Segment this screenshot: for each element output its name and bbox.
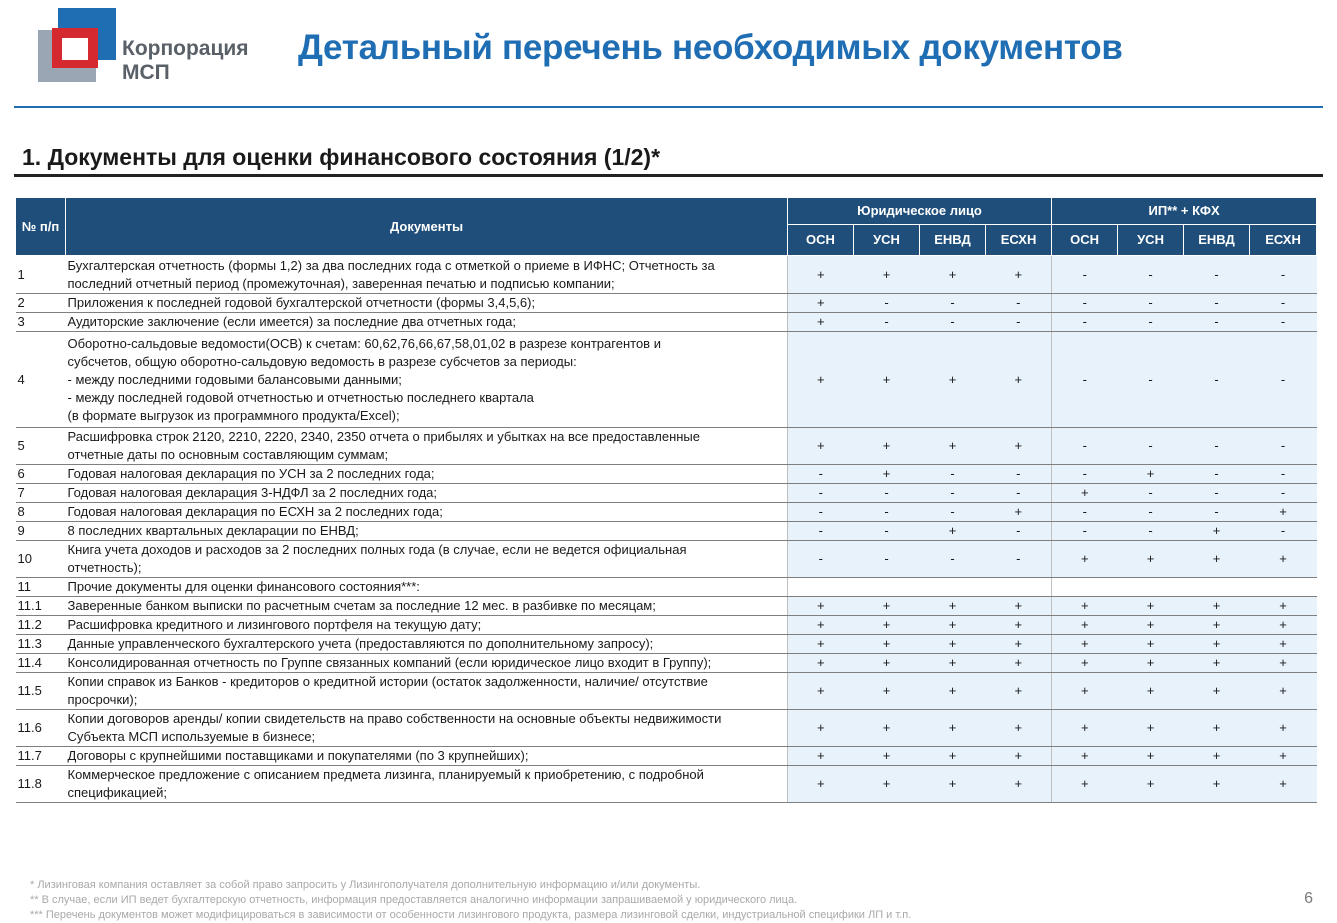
requirement-mark: + [986,635,1052,654]
table-row [16,635,1317,654]
header-group-ip-kfh: ИП** + КФХ [1052,198,1317,225]
requirement-mark: + [1184,522,1250,541]
requirement-mark: - [854,484,920,503]
requirement-mark: + [854,710,920,747]
header-divider [14,106,1323,108]
requirement-mark: + [1184,766,1250,803]
requirement-mark [788,578,854,597]
requirement-mark: + [1184,616,1250,635]
requirement-mark: + [1118,654,1184,673]
requirement-mark: + [1052,673,1118,710]
header-regime: ЕНВД [920,225,986,256]
header-regime: ЕНВД [1184,225,1250,256]
requirement-mark: + [1052,484,1118,503]
header-regime: ОСН [788,225,854,256]
requirement-mark: + [854,766,920,803]
document-name: Книга учета доходов и расходов за 2 последних полных года (в случае, если не ведется официальная отчетность); [66,541,788,578]
requirement-mark: - [788,541,854,578]
documents-table [15,197,1317,803]
requirement-mark: + [788,673,854,710]
requirement-mark: + [920,710,986,747]
requirement-mark: + [1118,616,1184,635]
requirement-mark: + [1184,673,1250,710]
requirement-mark: - [854,541,920,578]
table-row [16,597,1317,616]
row-number: 11.7 [16,747,66,766]
section-title: 1. Документы для оценки финансового состояния (1/2)* [22,144,661,170]
requirement-mark: + [1052,635,1118,654]
requirement-mark: - [788,503,854,522]
requirement-mark: - [1184,256,1250,294]
requirement-mark: + [1250,541,1317,578]
document-name: Прочие документы для оценки финансового состояния***: [66,578,788,597]
requirement-mark [1052,578,1118,597]
requirement-mark: + [1184,635,1250,654]
requirement-mark: + [1052,597,1118,616]
requirement-mark: - [854,313,920,332]
requirement-mark: + [1118,597,1184,616]
requirement-mark: - [1250,428,1317,465]
requirement-mark: - [1052,503,1118,522]
header-documents: Документы [66,198,788,256]
requirement-mark: + [1250,766,1317,803]
requirement-mark: + [986,597,1052,616]
requirement-mark: - [986,294,1052,313]
section-divider [14,174,1323,177]
requirement-mark: - [854,294,920,313]
requirement-mark: + [1052,541,1118,578]
table-row [16,294,1317,313]
requirement-mark: + [920,332,986,428]
requirement-mark: + [920,616,986,635]
requirement-mark: + [920,654,986,673]
table-row [16,428,1317,465]
requirement-mark: + [788,616,854,635]
requirement-mark: - [1184,428,1250,465]
table-row [16,673,1317,710]
document-name: Оборотно-сальдовые ведомости(ОСВ) к счетам: 60,62,76,66,67,58,01,02 в разрезе контрагентов и субсчетов, общую оборотно-сальдовую ведомость в разрезе субсчетов за периоды: - между последними годовыми балансовыми данными; - между последней годовой отчетностью и отчетностью последнего квартала (в формате выгрузок из программного продукта/Excel); [66,332,788,428]
requirement-mark [986,578,1052,597]
requirement-mark: + [1184,654,1250,673]
requirement-mark: + [1184,710,1250,747]
requirement-mark: - [1118,428,1184,465]
row-number: 5 [16,428,66,465]
row-number: 8 [16,503,66,522]
requirement-mark: - [1052,256,1118,294]
requirement-mark: + [788,766,854,803]
footnote: * Лизинговая компания оставляет за собой право запросить у Лизингополучателя дополнительную информацию и/или документы. [30,879,701,891]
requirement-mark: - [986,465,1052,484]
document-name: Годовая налоговая декларация по УСН за 2 последних года; [66,465,788,484]
requirement-mark: + [920,256,986,294]
requirement-mark [1250,578,1317,597]
requirement-mark: + [788,332,854,428]
requirement-mark: + [986,503,1052,522]
table-row [16,522,1317,541]
row-number: 11.5 [16,673,66,710]
table-row [16,503,1317,522]
requirement-mark: - [1184,332,1250,428]
requirement-mark: + [788,597,854,616]
requirement-mark: + [1052,654,1118,673]
requirement-mark: - [1052,313,1118,332]
requirement-mark: - [854,522,920,541]
requirement-mark: - [788,465,854,484]
requirement-mark [920,578,986,597]
row-number: 11.1 [16,597,66,616]
requirement-mark: + [1184,541,1250,578]
page-number: 6 [1304,890,1313,907]
row-number: 3 [16,313,66,332]
header-regime: ЕСХН [986,225,1052,256]
requirement-mark: - [920,465,986,484]
table-row [16,710,1317,747]
table-row [16,578,1317,597]
requirement-mark: + [1052,747,1118,766]
requirement-mark: + [986,256,1052,294]
requirement-mark: + [788,313,854,332]
requirement-mark: + [1184,597,1250,616]
requirement-mark: - [788,484,854,503]
requirement-mark: - [986,313,1052,332]
document-name: Коммерческое предложение с описанием предмета лизинга, планируемый к приобретению, с подробной спецификацией; [66,766,788,803]
table-row [16,256,1317,294]
requirement-mark: + [1118,673,1184,710]
requirement-mark [1118,578,1184,597]
requirement-mark: - [920,294,986,313]
requirement-mark: + [1118,766,1184,803]
header-regime: ЕСХН [1250,225,1317,256]
requirement-mark: - [1118,503,1184,522]
row-number: 11.8 [16,766,66,803]
requirement-mark: - [1250,465,1317,484]
document-name: Консолидированная отчетность по Группе связанных компаний (если юридическое лицо входит в Группу); [66,654,788,673]
row-number: 11.4 [16,654,66,673]
page-title: Детальный перечень необходимых документов [298,28,1123,67]
requirement-mark: - [1184,503,1250,522]
requirement-mark: - [920,484,986,503]
table-row [16,654,1317,673]
requirement-mark: - [1118,484,1184,503]
documents-table-body [16,256,1317,803]
requirement-mark: + [986,747,1052,766]
requirement-mark: - [1184,313,1250,332]
requirement-mark: - [1250,484,1317,503]
footnote: ** В случае, если ИП ведет бухгалтерскую отчетность, информация предоставляется аналогично информации запрашиваемой у юридического лица. [30,894,798,906]
corporation-msp-logo [38,8,118,84]
document-name: Годовая налоговая декларация по ЕСХН за 2 последних года; [66,503,788,522]
document-name: Аудиторские заключение (если имеется) за последние два отчетных года; [66,313,788,332]
requirement-mark: - [1118,256,1184,294]
row-number: 11.2 [16,616,66,635]
footnote: *** Перечень документов может модифицироваться в зависимости от особенности лизингового продукта, размера лизинговой сделки, индустриальной специфики ЛП и т.п. [30,909,912,921]
document-name: Данные управленческого бухгалтерского учета (предоставляются по дополнительному запросу); [66,635,788,654]
table-row [16,484,1317,503]
requirement-mark: + [1052,766,1118,803]
requirement-mark: + [854,673,920,710]
requirement-mark: + [1250,503,1317,522]
requirement-mark: + [1250,654,1317,673]
requirement-mark: - [1184,294,1250,313]
requirement-mark: + [920,673,986,710]
document-name: Годовая налоговая декларация 3-НДФЛ за 2 последних года; [66,484,788,503]
requirement-mark: + [1250,616,1317,635]
requirement-mark: + [788,747,854,766]
row-number: 4 [16,332,66,428]
requirement-mark: - [986,541,1052,578]
requirement-mark: + [986,332,1052,428]
requirement-mark: + [1250,635,1317,654]
table-row [16,465,1317,484]
requirement-mark: + [986,673,1052,710]
table-row [16,541,1317,578]
requirement-mark: - [1250,522,1317,541]
requirement-mark: + [788,256,854,294]
requirement-mark: - [1118,522,1184,541]
requirement-mark: + [854,654,920,673]
footnotes [30,878,911,923]
requirement-mark: + [1250,597,1317,616]
requirement-mark: + [854,597,920,616]
document-name: Бухгалтерская отчетность (формы 1,2) за два последних года с отметкой о приеме в ИФНС; Отчетность за последний отчетный период (промежуточная), заверенная печатью и подписью компании; [66,256,788,294]
table-row [16,747,1317,766]
requirement-mark: - [986,484,1052,503]
requirement-mark: - [1250,332,1317,428]
requirement-mark: - [920,503,986,522]
requirement-mark: + [788,654,854,673]
requirement-mark: + [1052,710,1118,747]
requirement-mark: + [986,428,1052,465]
header-regime: УСН [1118,225,1184,256]
requirement-mark: + [788,635,854,654]
requirement-mark: - [1052,428,1118,465]
requirement-mark: - [1052,332,1118,428]
requirement-mark: + [920,766,986,803]
logo-text: Корпорация МСП [122,37,249,84]
header-regime: УСН [854,225,920,256]
document-name: Расшифровка строк 2120, 2210, 2220, 2340, 2350 отчета о прибылях и убытках на все предоставленные отчетные даты по основным составляющим суммам; [66,428,788,465]
row-number: 1 [16,256,66,294]
requirement-mark: - [1184,465,1250,484]
requirement-mark: - [1118,332,1184,428]
row-number: 6 [16,465,66,484]
requirement-mark: + [920,635,986,654]
requirement-mark: + [854,428,920,465]
row-number: 2 [16,294,66,313]
requirement-mark: + [920,428,986,465]
requirement-mark: + [854,616,920,635]
requirement-mark: - [1118,294,1184,313]
row-number: 10 [16,541,66,578]
requirement-mark: - [1052,294,1118,313]
document-name: Приложения к последней годовой бухгалтерской отчетности (формы 3,4,5,6); [66,294,788,313]
requirement-mark: - [920,313,986,332]
table-row [16,332,1317,428]
requirement-mark: - [986,522,1052,541]
requirement-mark: + [1250,710,1317,747]
requirement-mark: - [1250,256,1317,294]
requirement-mark: + [986,710,1052,747]
requirement-mark: - [1052,522,1118,541]
row-number: 11 [16,578,66,597]
requirement-mark: + [854,465,920,484]
requirement-mark: + [986,654,1052,673]
requirement-mark [854,578,920,597]
requirement-mark: - [920,541,986,578]
document-name: Копии договоров аренды/ копии свидетельств на право собственности на основные объекты недвижимости Субъекта МСП используемые в бизнесе; [66,710,788,747]
document-name: Копии справок из Банков - кредиторов о кредитной истории (остаток задолженности, наличие/ отсутствие просрочки); [66,673,788,710]
requirement-mark: + [1118,635,1184,654]
table-row [16,766,1317,803]
row-number: 9 [16,522,66,541]
table-row [16,313,1317,332]
header-regime: ОСН [1052,225,1118,256]
requirement-mark: - [788,522,854,541]
requirement-mark [1184,578,1250,597]
header-num: № п/п [16,198,66,256]
document-name: Расшифровка кредитного и лизингового портфеля на текущую дату; [66,616,788,635]
requirement-mark: - [1052,465,1118,484]
requirement-mark: + [1118,747,1184,766]
requirement-mark: + [1052,616,1118,635]
requirement-mark: + [854,332,920,428]
requirement-mark: + [854,256,920,294]
requirement-mark: - [1118,313,1184,332]
requirement-mark: + [788,428,854,465]
table-row [16,616,1317,635]
requirement-mark: + [1118,541,1184,578]
requirement-mark: + [920,597,986,616]
requirement-mark: + [788,710,854,747]
requirement-mark: + [854,635,920,654]
requirement-mark: + [1118,465,1184,484]
requirement-mark: + [854,747,920,766]
requirement-mark: + [1250,747,1317,766]
requirement-mark: - [1250,313,1317,332]
requirement-mark: - [1250,294,1317,313]
requirement-mark: + [920,747,986,766]
row-number: 11.6 [16,710,66,747]
requirement-mark: + [986,616,1052,635]
document-name: Заверенные банком выписки по расчетным счетам за последние 12 мес. в разбивке по месяцам; [66,597,788,616]
requirement-mark: - [854,503,920,522]
document-name: Договоры с крупнейшими поставщиками и покупателями (по 3 крупнейших); [66,747,788,766]
requirement-mark: + [920,522,986,541]
requirement-mark: + [986,766,1052,803]
requirement-mark: + [1118,710,1184,747]
requirement-mark: - [1184,484,1250,503]
requirement-mark: + [788,294,854,313]
row-number: 7 [16,484,66,503]
document-name: 8 последних квартальных декларации по ЕНВД; [66,522,788,541]
requirement-mark: + [1184,747,1250,766]
header-group-legal-entity: Юридическое лицо [788,198,1052,225]
requirement-mark: + [1250,673,1317,710]
row-number: 11.3 [16,635,66,654]
